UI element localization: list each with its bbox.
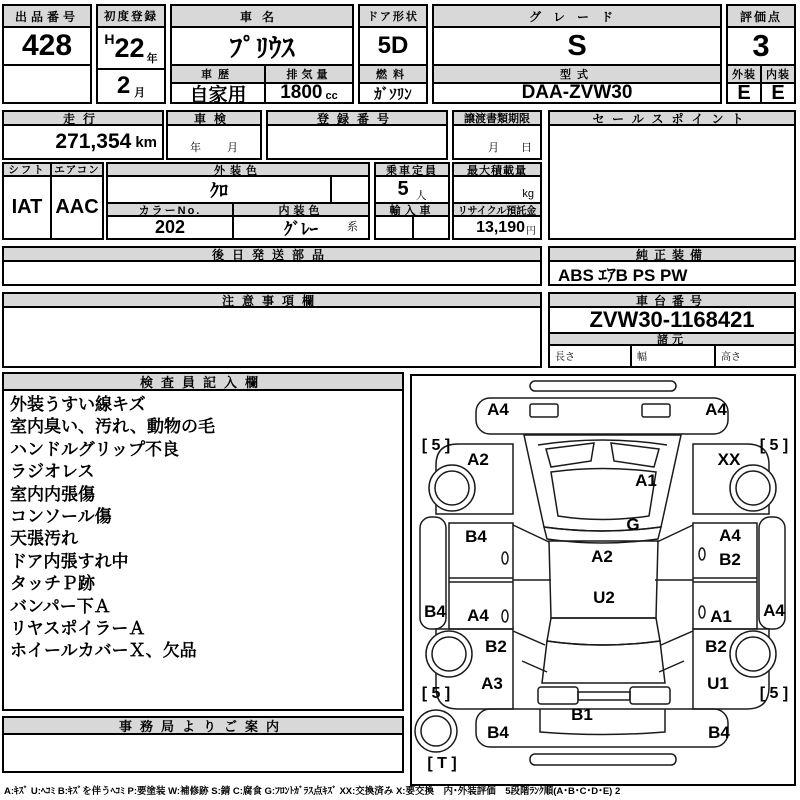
damage-code-label: A3	[481, 674, 503, 693]
shift-header: シフト	[2, 162, 52, 177]
displacement-header: 排気量	[264, 64, 354, 84]
later-shipping-body	[2, 260, 542, 286]
color-no-value: 202	[106, 215, 234, 240]
exterior-grade-value: E	[726, 82, 762, 104]
damage-code-label: A1	[710, 607, 732, 626]
damage-code-label: A1	[635, 471, 657, 490]
mileage-number: 271,354	[55, 130, 132, 153]
interior-color-suffix: 系	[347, 221, 358, 233]
mileage-header: 走行	[2, 110, 164, 126]
damage-code-label: B2	[705, 637, 727, 656]
first-registration-month	[96, 68, 166, 104]
damage-code-label: B2	[719, 550, 741, 569]
office-notice-header: 事務局よりご案内	[2, 716, 404, 735]
import-car-cell-right	[412, 215, 450, 240]
damage-code-label: A4	[705, 400, 727, 419]
era-year: 22	[114, 32, 145, 63]
damage-code-label: B4	[424, 602, 446, 621]
interior-grade-header: 内装	[760, 64, 796, 84]
chassis-number-value: ZVW30-1168421	[548, 306, 796, 334]
damage-code-label: G	[626, 515, 640, 534]
office-notice-body	[2, 733, 404, 773]
era-letter: H	[104, 31, 115, 47]
month-number: 2	[116, 72, 131, 99]
sales-point-body	[548, 124, 796, 240]
first-registration-header: 初度登録	[96, 4, 166, 28]
mileage-unit: km	[135, 133, 157, 151]
displacement-number: 1800	[280, 82, 323, 103]
chassis-number-header: 車台番号	[548, 292, 796, 308]
spec-header: 諸元	[548, 332, 796, 346]
damage-diagram-panel	[410, 374, 796, 786]
history-value: 自家用	[170, 82, 266, 104]
year-unit: 年	[146, 53, 158, 65]
damage-code-label: A4	[719, 526, 741, 545]
lot-number-value: 428	[2, 26, 92, 66]
damage-code-label: [ 5 ]	[421, 685, 451, 702]
interior-color-name: ｸﾞﾚｰ	[284, 220, 318, 239]
inspector-note-line: バンパー下Ａ	[10, 596, 111, 616]
inspector-note-line: 室内臭い、汚れ、動物の毛	[10, 417, 216, 437]
inspector-notes-lines	[4, 391, 221, 666]
damage-code-label: A4	[763, 601, 785, 620]
damage-code-label: B1	[571, 705, 593, 724]
max-load-value	[452, 175, 542, 204]
car-name-header: 車名	[170, 4, 354, 28]
import-car-cell-left	[374, 215, 414, 240]
score-header: 評価点	[726, 4, 796, 28]
lot-number-empty-cell	[2, 64, 92, 104]
inspector-note-line: コンソール傷	[10, 507, 112, 527]
inspector-note-line: ドア内張すれ中	[10, 551, 129, 571]
door-shape-value: 5D	[358, 26, 428, 66]
inspector-note-line: リヤスポイラーＡ	[10, 619, 146, 639]
grade-header: グレード	[432, 4, 722, 28]
damage-code-label: B4	[465, 527, 487, 546]
sales-point-header: セールスポイント	[548, 110, 796, 126]
inspector-note-line: ハンドルグリップ不良	[10, 439, 179, 459]
grade-value: S	[432, 26, 722, 66]
capacity-unit: 人	[415, 189, 427, 202]
max-load-header: 最大積載量	[452, 162, 542, 177]
inspector-note-line: 天張汚れ	[10, 529, 78, 549]
caution-header: 注意事項欄	[2, 292, 542, 308]
exterior-color-header: 外装色	[106, 162, 370, 177]
spec-height-cell: 高さ	[714, 344, 796, 368]
damage-code-label: U1	[707, 674, 729, 693]
registration-number-value	[266, 124, 448, 160]
transfer-deadline-header: 譲渡書類期限	[452, 110, 542, 126]
exterior-color-extra-cell	[330, 175, 370, 204]
interior-color-header: 内装色	[232, 202, 370, 217]
score-value: 3	[726, 26, 796, 66]
inspector-note-line: ホイールカバーＸ、欠品	[10, 641, 197, 661]
diagram-label-layer	[412, 376, 794, 784]
capacity-value	[374, 175, 450, 204]
inspector-note-line: タッチＰ跡	[10, 574, 95, 594]
mileage-value	[2, 124, 164, 160]
model-code-value: DAA-ZVW30	[432, 82, 722, 104]
capacity-number: 5	[397, 178, 409, 200]
damage-code-label: [ T ]	[427, 755, 457, 772]
interior-color-value	[232, 215, 370, 240]
caution-body	[2, 306, 542, 368]
registration-number-header: 登録番号	[266, 110, 448, 126]
interior-grade-value: E	[760, 82, 796, 104]
inspection-year-placeholder: 年	[190, 142, 201, 154]
recycle-deposit-value	[452, 215, 542, 240]
capacity-header: 乗車定員	[374, 162, 450, 177]
recycle-deposit-unit: 円	[526, 226, 536, 237]
damage-code-legend: A:ｷｽﾞ U:ﾍｺﾐ B:ｷｽﾞを伴うﾍｺﾐ P:要塗装 W:補修跡 S:錆 C:腐食 G:ﾌﾛﾝﾄｶﾞﾗｽ点ｷｽﾞ XX:交換済み X:要交換 内･外装評価 5段階ﾗﾝｸ順(A･B･C･D･E) 2	[4, 786, 621, 797]
inspection-month-placeholder: 月	[227, 142, 238, 154]
first-registration-year	[96, 26, 166, 70]
damage-code-label: [ 5 ]	[759, 437, 789, 454]
damage-code-label: B2	[485, 637, 507, 656]
lot-number-header: 出品番号	[2, 4, 92, 28]
transfer-day-placeholder: 日	[521, 142, 532, 154]
color-no-header: カラーNo.	[106, 202, 234, 217]
import-car-header: 輸入車	[374, 202, 450, 217]
later-shipping-header: 後日発送部品	[2, 246, 542, 262]
inspector-notes-header: 検査員記入欄	[2, 372, 404, 391]
damage-code-label: A2	[467, 450, 489, 469]
fuel-value: ｶﾞｿﾘﾝ	[358, 82, 428, 104]
damage-code-label: A4	[467, 606, 489, 625]
transfer-month-placeholder: 月	[488, 142, 499, 154]
damage-code-label: A2	[591, 547, 613, 566]
equipment-header: 純正装備	[548, 246, 796, 262]
door-shape-header: ドア形状	[358, 4, 428, 28]
spec-width-cell: 幅	[630, 344, 716, 368]
damage-code-label: [ 5 ]	[421, 437, 451, 454]
fuel-header: 燃料	[358, 64, 428, 84]
recycle-deposit-header: リサイクル預託金	[452, 202, 542, 217]
model-code-header: 型式	[432, 64, 722, 84]
spec-length-cell: 長さ	[548, 344, 632, 368]
max-load-unit: kg	[522, 187, 534, 200]
inspection-value	[166, 124, 262, 160]
recycle-deposit-number: 13,190	[476, 218, 525, 236]
damage-code-label: U2	[593, 588, 615, 607]
exterior-grade-header: 外装	[726, 64, 762, 84]
inspector-notes-body	[2, 389, 404, 711]
shift-value: IAT	[2, 175, 52, 240]
car-name-value: ﾌﾟﾘｳｽ	[170, 26, 354, 66]
exterior-color-value: ｸﾛ	[106, 175, 332, 204]
inspector-note-line: ラジオレス	[10, 462, 95, 482]
month-unit: 月	[134, 87, 146, 99]
equipment-value: ABS ｴｱB PS PW	[548, 260, 796, 286]
damage-code-label: A4	[487, 400, 509, 419]
aircon-header: エアコン	[50, 162, 104, 177]
inspection-header: 車検	[166, 110, 262, 126]
damage-code-label: XX	[717, 450, 741, 469]
inspector-note-line: 外装うすい線キズ	[10, 395, 146, 414]
displacement-unit: cc	[325, 90, 338, 102]
inspector-note-line: 室内内張傷	[10, 484, 95, 504]
damage-code-label: [ 5 ]	[759, 685, 789, 702]
transfer-deadline-value	[452, 124, 542, 160]
damage-code-label: B4	[487, 723, 509, 742]
aircon-value: AAC	[50, 175, 104, 240]
damage-code-label: B4	[708, 723, 730, 742]
history-header: 車歴	[170, 64, 266, 84]
displacement-value	[264, 82, 354, 104]
